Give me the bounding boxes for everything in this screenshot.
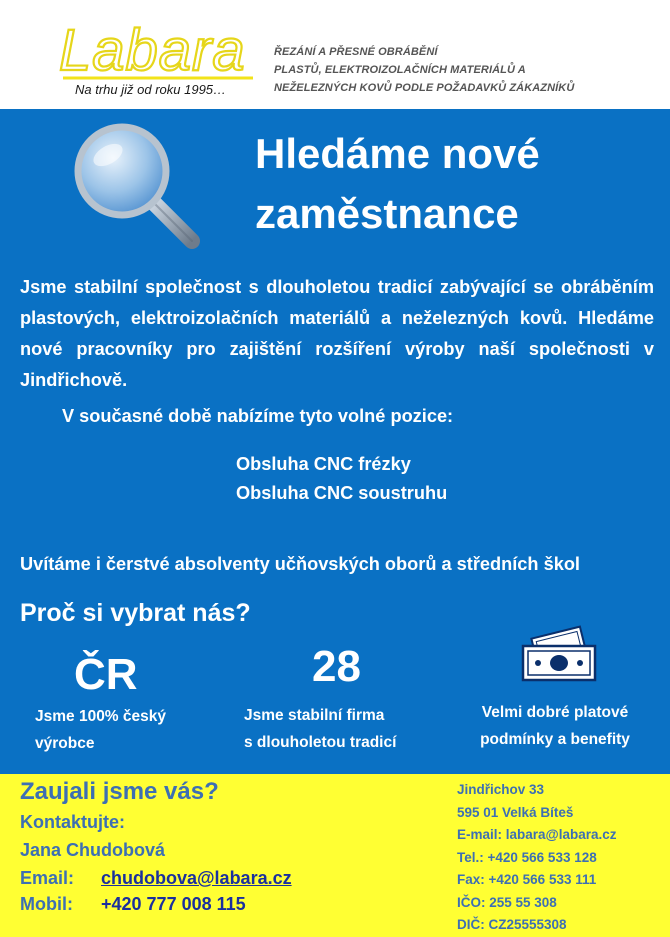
email-row <box>20 868 292 889</box>
contact-heading: Kontaktujte: <box>20 812 125 832</box>
email-label: Email: <box>20 868 75 888</box>
slogan: Na trhu již od roku 1995… <box>75 82 227 97</box>
stat-label-line: s dlouholetou tradicí <box>244 734 397 751</box>
stat-cr: ČR <box>74 650 138 699</box>
money-icon <box>520 624 598 684</box>
address-line: 595 01 Velká Bíteš <box>457 804 574 820</box>
address-line: Tel.: +420 566 533 128 <box>457 849 597 865</box>
contact-name: Jana Chudobová <box>20 840 166 860</box>
stat-years: 28 <box>312 642 361 691</box>
address-line: Jindřichov 33 <box>457 782 545 797</box>
header <box>0 0 670 109</box>
tagline-line: NEŽELEZNÝCH KOVŮ PODLE POŽADAVKŮ ZÁKAZNÍKŮ <box>274 82 575 94</box>
main-section <box>0 109 670 774</box>
stat-label-line: Jsme 100% český <box>35 708 167 725</box>
address-line: E-mail: labara@labara.cz <box>457 827 617 842</box>
tagline-line: ŘEZÁNÍ A PŘESNÉ OBRÁBĚNÍ <box>274 46 438 58</box>
labara-logo <box>57 20 257 82</box>
tagline-line: PLASTŮ, ELEKTROIZOLAČNÍCH MATERIÁLŮ A <box>274 64 526 76</box>
address-line: Fax: +420 566 533 111 <box>457 872 597 887</box>
position-item: Obsluha CNC frézky <box>236 454 411 474</box>
address-line: IČO: 255 55 308 <box>457 894 557 910</box>
contact-footer <box>0 774 670 937</box>
email-link[interactable]: chudobova@labara.cz <box>101 868 292 888</box>
magnifier-icon <box>70 119 205 254</box>
title-line: zaměstnance <box>255 190 519 237</box>
mobile-label: Mobil: <box>20 894 73 914</box>
offer-text: V současné době nabízíme tyto volné pozice: <box>62 406 454 426</box>
company-address <box>457 779 616 937</box>
address-line: DIČ: CZ25555308 <box>457 917 567 932</box>
page-title <box>255 124 540 244</box>
title-line: Hledáme nové <box>255 130 540 177</box>
stat-label-line: podmínky a benefity <box>480 731 630 748</box>
positions-list <box>236 450 447 508</box>
why-title: Proč si vybrat nás? <box>20 599 251 627</box>
stat-label-stable <box>244 702 396 756</box>
position-item: Obsluha CNC soustruhu <box>236 483 448 503</box>
stat-label-line: Velmi dobré platové <box>481 704 629 721</box>
stat-label-benefits <box>467 699 643 753</box>
mobile-number: +420 777 008 115 <box>101 894 246 914</box>
intro-text: Jsme stabilní společnost s dlouholetou tradicí zabývající se obráběním plastových, elektroizolačních materiálů a neželezných kovů. Hledáme nové pracovníky pro zajištění rozšíření výroby naší společnosti v Jindřichově. <box>20 277 654 390</box>
logo-text: Labara <box>59 20 246 82</box>
stat-label-line: výrobce <box>35 735 95 752</box>
tagline <box>274 43 574 97</box>
stat-label-line: Jsme stabilní firma <box>244 707 385 724</box>
welcome-text: Uvítáme i čerstvé absolventy učňovských oborů a středních škol <box>20 554 580 574</box>
mobile-row <box>20 894 246 915</box>
stat-label-czech <box>35 703 166 757</box>
footer-title: Zaujali jsme vás? <box>20 778 219 805</box>
